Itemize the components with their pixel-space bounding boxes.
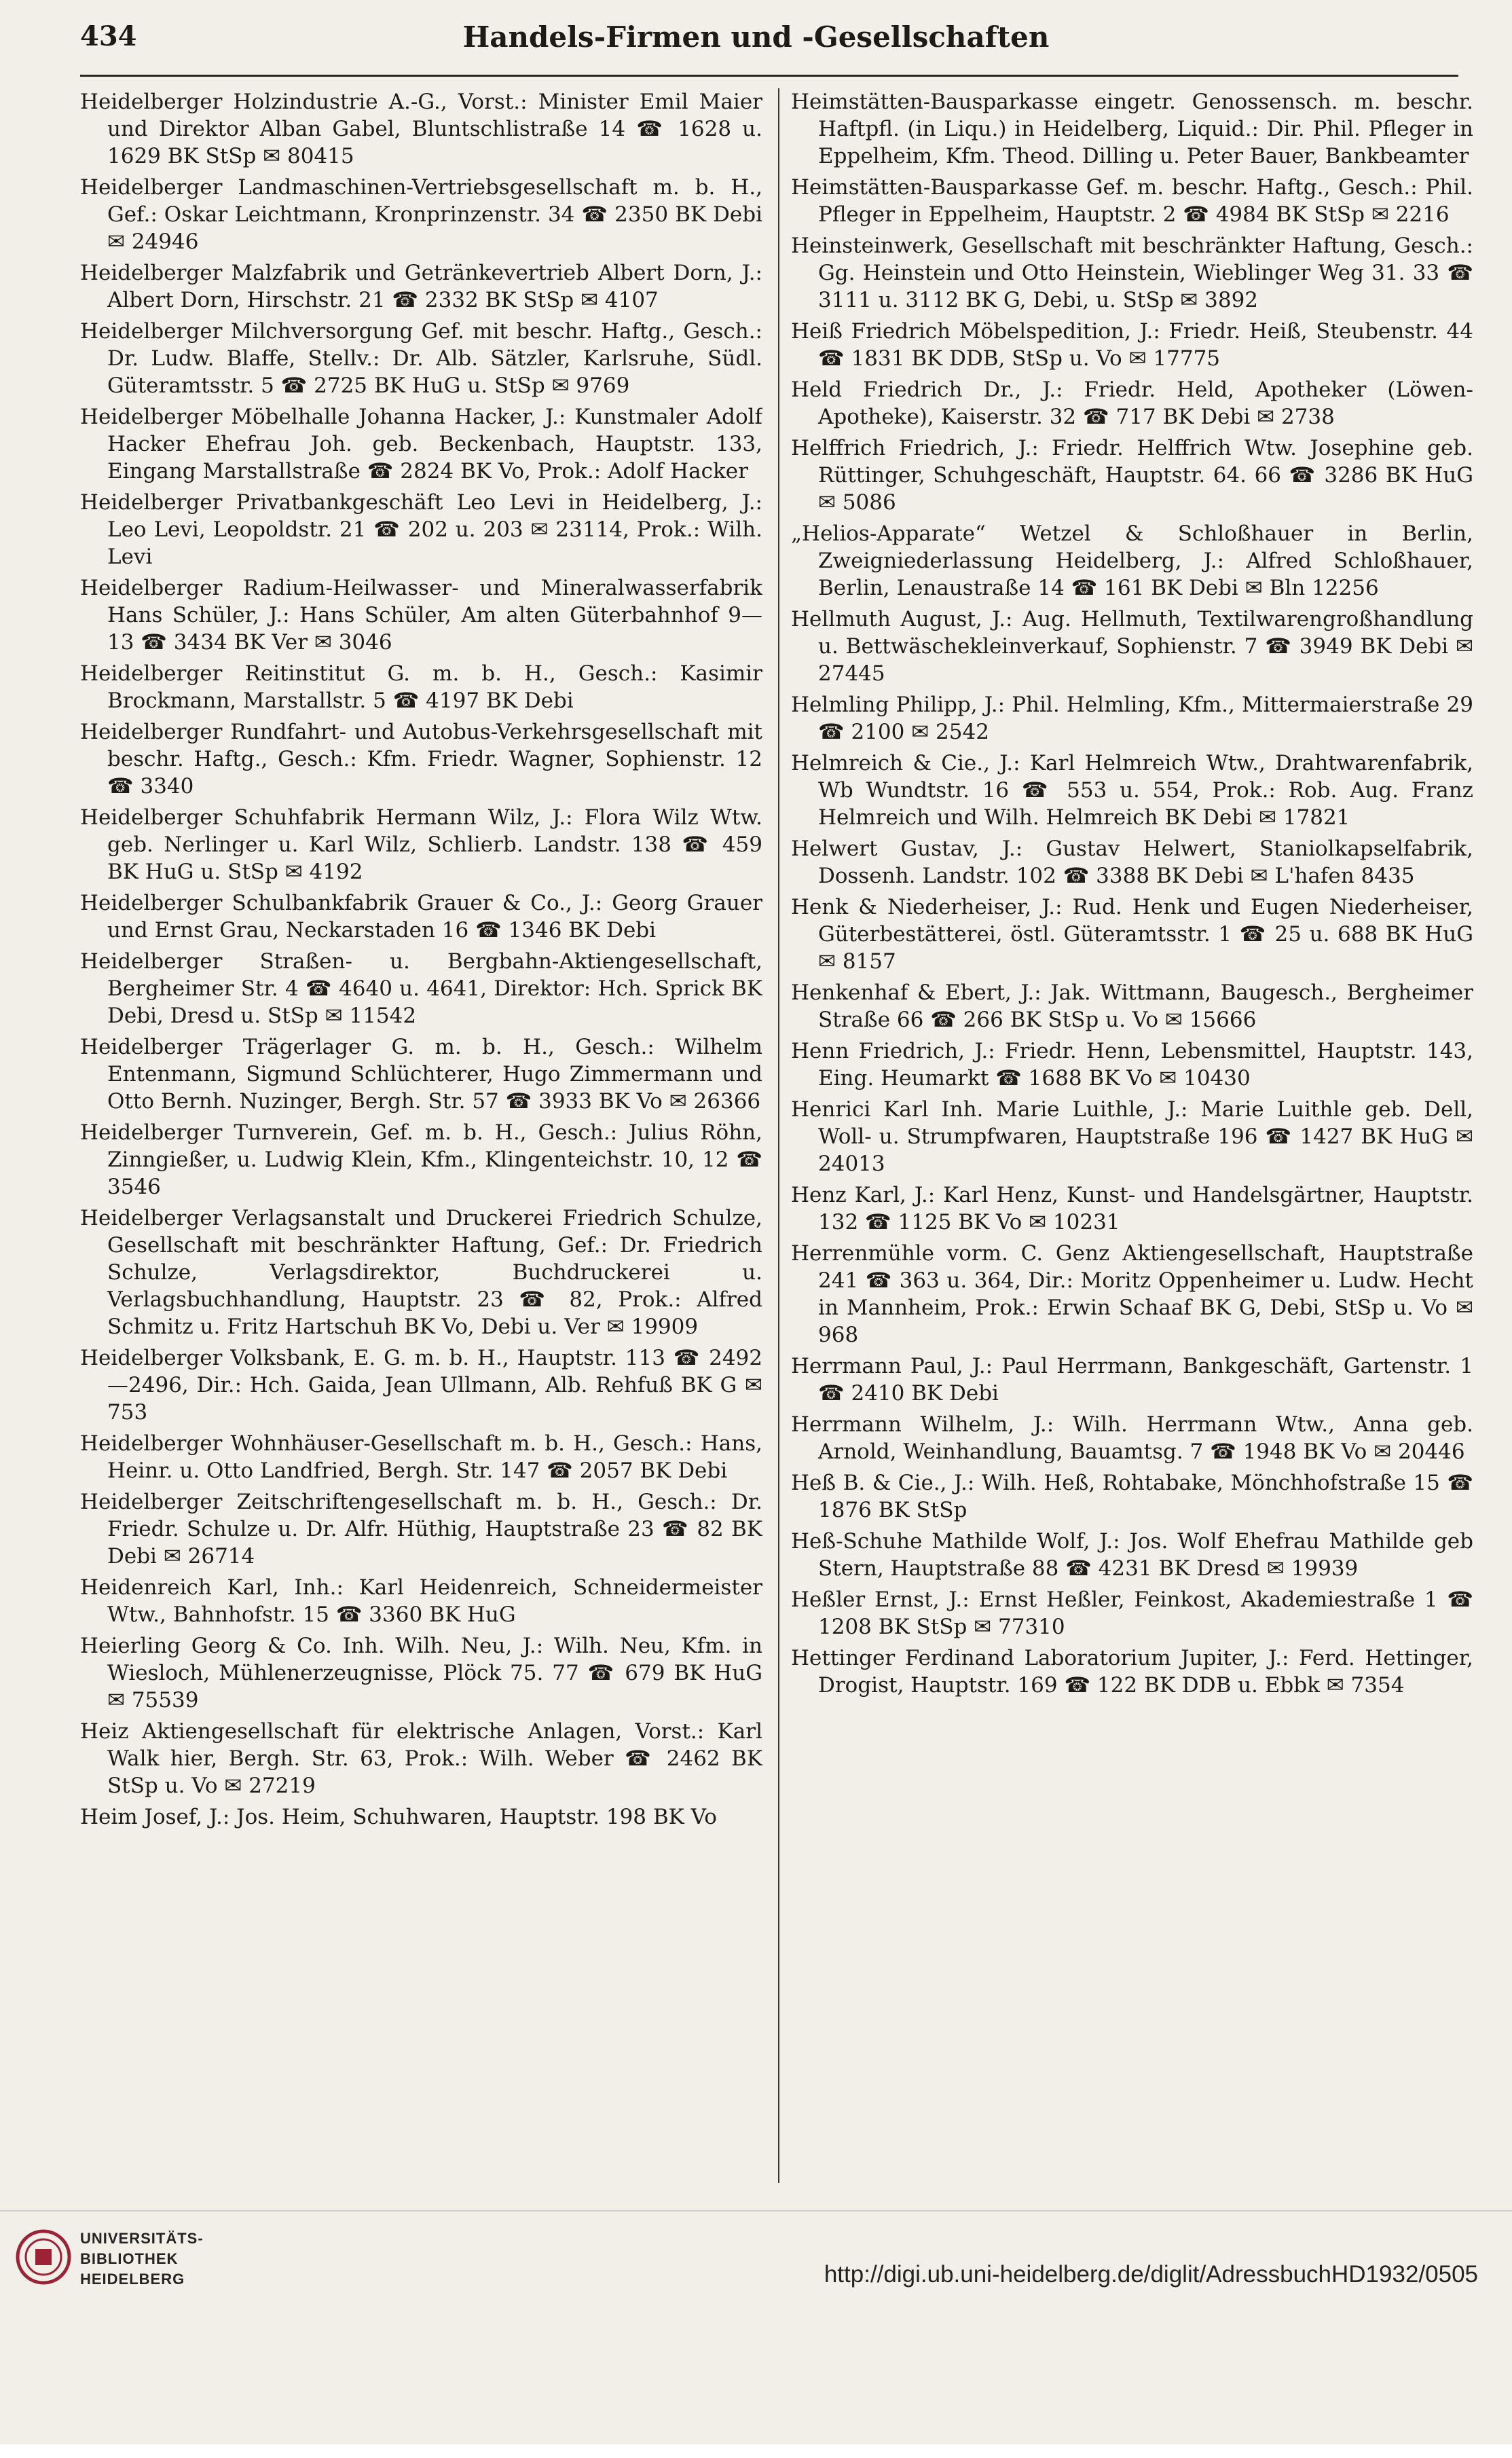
directory-entry: Helffrich Friedrich, J.: Friedr. Helffrich Wtw. Josephine geb. Rüttinger, Schuhgeschäft, Hauptstr. 64. 66 ☎ 3286 BK HuG ✉ 5086 (791, 436, 1473, 515)
directory-entry: Helwert Gustav, J.: Gustav Helwert, Staniolkapselfabrik, Dossenh. Landstr. 102 ☎ 3388 BK Debi ✉ L'hafen 8435 (791, 837, 1473, 888)
library-name-line2: BIBLIOTHEK (80, 2250, 179, 2267)
directory-entry: „Helios-Apparate“ Wetzel & Schloßhauer in Berlin, Zweigniederlassung Heidelberg, J.: Alfred Schloßhauer, Berlin, Lenaustraße 14 ☎ 161 BK Debi ✉ Bln 12256 (791, 521, 1473, 600)
directory-entry: Heidelberger Milchversorgung Gef. mit beschr. Haftg., Gesch.: Dr. Ludw. Blaffe, Stellv.: Dr. Alb. Sätzler, Karlsruhe, Südl. Güteramtsstr. 5 ☎ 2725 BK HuG u. StSp ✉ 9769 (80, 319, 762, 398)
directory-entry: Henkenhaf & Ebert, J.: Jak. Wittmann, Baugesch., Bergheimer Straße 66 ☎ 266 BK StSp u. Vo ✉ 15666 (791, 980, 1473, 1032)
directory-entry: Heidelberger Straßen- u. Bergbahn-Aktiengesellschaft, Bergheimer Str. 4 ☎ 4640 u. 4641, Direktor: Hch. Sprick BK Debi, Dresd u. StSp ✉ 11542 (80, 949, 762, 1028)
directory-entry: Heidelberger Volksbank, E. G. m. b. H., Hauptstr. 113 ☎ 2492—2496, Dir.: Hch. Gaida, Jean Ullmann, Alb. Rehfuß BK G ✉ 753 (80, 1346, 762, 1425)
directory-entry: Herrmann Wilhelm, J.: Wilh. Herrmann Wtw., Anna geb. Arnold, Weinhandlung, Bauamtsg. 7 ☎ 1948 BK Vo ✉ 20446 (791, 1412, 1473, 1464)
directory-entry: Heinsteinwerk, Gesellschaft mit beschränkter Haftung, Gesch.: Gg. Heinstein und Otto Heinstein, Wieblinger Weg 31. 33 ☎ 3111 u. 3112 BK G, Debi, u. StSp ✉ 3892 (791, 234, 1473, 312)
directory-entry: Hellmuth August, J.: Aug. Hellmuth, Textilwarengroßhandlung u. Bettwäschekleinverkauf, Sophienstr. 7 ☎ 3949 BK Debi ✉ 27445 (791, 607, 1473, 686)
directory-entry: Heimstätten-Bausparkasse eingetr. Genossensch. m. beschr. Haftpfl. (in Liqu.) in Heidelberg, Liquid.: Dir. Phil. Pfleger in Eppelheim, Kfm. Theod. Dilling u. Peter Bauer, Bankbeamter (791, 90, 1473, 168)
directory-entry: Heidelberger Rundfahrt- und Autobus-Verkehrsgesellschaft mit beschr. Haftg., Gesch.: Kfm. Friedr. Wagner, Sophienstr. 12 ☎ 3340 (80, 720, 762, 799)
directory-entry: Henrici Karl Inh. Marie Luithle, J.: Marie Luithle geb. Dell, Woll- u. Strumpfwaren, Hauptstraße 196 ☎ 1427 BK HuG ✉ 24013 (791, 1097, 1473, 1176)
directory-entry: Heidelberger Verlagsanstalt und Druckerei Friedrich Schulze, Gesellschaft mit beschränkter Haftung, Gef.: Dr. Friedrich Schulze, Verlagsdirektor, Buchdruckerei u. Verlagsbuchhandlung, Hauptstr. 23 ☎ 82, Prok.: Alfred Schmitz u. Fritz Hartschuh BK Vo, Debi u. Ver ✉ 19909 (80, 1206, 762, 1339)
directory-entry: Heidelberger Schuhfabrik Hermann Wilz, J.: Flora Wilz Wtw. geb. Nerlinger u. Karl Wilz, Schlierb. Landstr. 138 ☎ 459 BK HuG u. StSp ✉ 4192 (80, 805, 762, 884)
column-divider (778, 88, 779, 2183)
directory-entry: Heidelberger Wohnhäuser-Gesellschaft m. b. H., Gesch.: Hans, Heinr. u. Otto Landfried, Bergh. Str. 147 ☎ 2057 BK Debi (80, 1431, 762, 1483)
library-seal-icon (15, 2228, 72, 2286)
directory-entry: Heierling Georg & Co. Inh. Wilh. Neu, J.: Wilh. Neu, Kfm. in Wiesloch, Mühlenerzeugnisse, Plöck 75. 77 ☎ 679 BK HuG ✉ 75539 (80, 1634, 762, 1712)
directory-entry: Helmreich & Cie., J.: Karl Helmreich Wtw., Drahtwarenfabrik, Wb Wundtstr. 16 ☎ 553 u. 554, Prok.: Rob. Aug. Franz Helmreich und Wilh. Helmreich BK Debi ✉ 17821 (791, 751, 1473, 830)
header-rule (80, 75, 1458, 77)
directory-entry: Heß B. & Cie., J.: Wilh. Heß, Rohtabake, Mönchhofstraße 15 ☎ 1876 BK StSp (791, 1471, 1473, 1522)
directory-entry: Heidelberger Turnverein, Gef. m. b. H., Gesch.: Julius Röhn, Zinngießer, u. Ludwig Klein, Kfm., Klingenteichstr. 10, 12 ☎ 3546 (80, 1120, 762, 1199)
footer-rule (0, 2210, 1512, 2212)
directory-entry: Heidenreich Karl, Inh.: Karl Heidenreich, Schneidermeister Wtw., Bahnhofstr. 15 ☎ 3360 BK HuG (80, 1575, 762, 1627)
library-logo (15, 2220, 232, 2302)
directory-entry: Herrenmühle vorm. C. Genz Aktiengesellschaft, Hauptstraße 241 ☎ 363 u. 364, Dir.: Moritz Oppenheimer u. Ludw. Hecht in Mannheim, Prok.: Erwin Schaaf BK G, Debi, StSp u. Vo ✉ 968 (791, 1241, 1473, 1347)
directory-entry: Heidelberger Landmaschinen-Vertriebsgesellschaft m. b. H., Gef.: Oskar Leichtmann, Kronprinzenstr. 34 ☎ 2350 BK Debi ✉ 24946 (80, 175, 762, 254)
directory-entry: Herrmann Paul, J.: Paul Herrmann, Bankgeschäft, Gartenstr. 1 ☎ 2410 BK Debi (791, 1354, 1473, 1406)
directory-entry: Heidelberger Holzindustrie A.-G., Vorst.: Minister Emil Maier und Direktor Alban Gabel, Bluntschlistraße 14 ☎ 1628 u. 1629 BK StSp ✉ 80415 (80, 90, 762, 168)
source-url[interactable]: http://digi.ub.uni-heidelberg.de/diglit/AdressbuchHD1932/0505 (824, 2261, 1478, 2288)
directory-entry: Heidelberger Radium-Heilwasser- und Mineralwasserfabrik Hans Schüler, J.: Hans Schüler, Am alten Güterbahnhof 9—13 ☎ 3434 BK Ver ✉ 3046 (80, 576, 762, 655)
directory-entry: Heidelberger Privatbankgeschäft Leo Levi in Heidelberg, J.: Leo Levi, Leopoldstr. 21 ☎ 202 u. 203 ✉ 23114, Prok.: Wilh. Levi (80, 490, 762, 569)
directory-entry: Helmling Philipp, J.: Phil. Helmling, Kfm., Mittermaierstraße 29 ☎ 2100 ✉ 2542 (791, 693, 1473, 744)
directory-entry: Henn Friedrich, J.: Friedr. Henn, Lebensmittel, Hauptstr. 143, Eing. Heumarkt ☎ 1688 BK Vo ✉ 10430 (791, 1039, 1473, 1090)
directory-entry: Held Friedrich Dr., J.: Friedr. Held, Apotheker (Löwen-Apotheke), Kaiserstr. 32 ☎ 717 BK Debi ✉ 2738 (791, 378, 1473, 429)
directory-entry: Heim Josef, J.: Jos. Heim, Schuhwaren, Hauptstr. 198 BK Vo (80, 1805, 717, 1829)
directory-entry: Heßler Ernst, J.: Ernst Heßler, Feinkost, Akademiestraße 1 ☎ 1208 BK StSp ✉ 77310 (791, 1588, 1473, 1639)
directory-entry: Heidelberger Zeitschriftengesellschaft m. b. H., Gesch.: Dr. Friedr. Schulze u. Dr. Alfr. Hüthig, Hauptstraße 23 ☎ 82 BK Debi ✉ 26714 (80, 1490, 762, 1569)
directory-entry: Heidelberger Reitinstitut G. m. b. H., Gesch.: Kasimir Brockmann, Marstallstr. 5 ☎ 4197 BK Debi (80, 661, 762, 713)
directory-entry: Heiz Aktiengesellschaft für elektrische Anlagen, Vorst.: Karl Walk hier, Bergh. Str. 63, Prok.: Wilh. Weber ☎ 2462 BK StSp u. Vo ✉ 27219 (80, 1719, 762, 1798)
library-name-line3: HEIDELBERG (80, 2271, 185, 2288)
directory-entry: Hettinger Ferdinand Laboratorium Jupiter, J.: Ferd. Hettinger, Drogist, Hauptstr. 169 ☎ 122 BK DDB u. Ebbk ✉ 7354 (791, 1646, 1473, 1698)
right-column (791, 88, 1473, 2183)
directory-entry: Heimstätten-Bausparkasse Gef. m. beschr. Haftg., Gesch.: Phil. Pfleger in Eppelheim, Hauptstr. 2 ☎ 4984 BK StSp ✉ 2216 (791, 175, 1473, 227)
directory-entry: Heidelberger Trägerlager G. m. b. H., Gesch.: Wilhelm Entenmann, Sigmund Schlüchterer, Hugo Zimmermann und Otto Bernh. Nuzinger, Bergh. Str. 57 ☎ 3933 BK Vo ✉ 26366 (80, 1035, 762, 1114)
directory-entry: Henk & Niederheiser, J.: Rud. Henk und Eugen Niederheiser, Güterbestätterei, östl. Güteramtsstr. 1 ☎ 25 u. 688 BK HuG ✉ 8157 (791, 895, 1473, 974)
library-name-line1: UNIVERSITÄTS- (80, 2230, 204, 2247)
page-number: 434 (80, 20, 137, 52)
directory-entry: Heidelberger Malzfabrik und Getränkevertrieb Albert Dorn, J.: Albert Dorn, Hirschstr. 21 ☎ 2332 BK StSp ✉ 4107 (80, 261, 762, 312)
directory-entry: Heß-Schuhe Mathilde Wolf, J.: Jos. Wolf Ehefrau Mathilde geb Stern, Hauptstraße 88 ☎ 4231 BK Dresd ✉ 19939 (791, 1529, 1473, 1581)
directory-entry: Heidelberger Möbelhalle Johanna Hacker, J.: Kunstmaler Adolf Hacker Ehefrau Joh. geb. Beckenbach, Hauptstr. 133, Eingang Marstallstraße ☎ 2824 BK Vo, Prok.: Adolf Hacker (80, 405, 762, 483)
directory-entry: Henz Karl, J.: Karl Henz, Kunst- und Handelsgärtner, Hauptstr. 132 ☎ 1125 BK Vo ✉ 10231 (791, 1183, 1473, 1234)
page-title: Handels-Firmen und -Gesellschaften (462, 20, 1050, 54)
directory-entry: Heiß Friedrich Möbelspedition, J.: Friedr. Heiß, Steubenstr. 44 ☎ 1831 BK DDB, StSp u. Vo ✉ 17775 (791, 319, 1473, 371)
directory-entry: Heidelberger Schulbankfabrik Grauer & Co., J.: Georg Grauer und Ernst Grau, Neckarstaden 16 ☎ 1346 BK Debi (80, 891, 762, 942)
left-column (80, 88, 762, 2183)
